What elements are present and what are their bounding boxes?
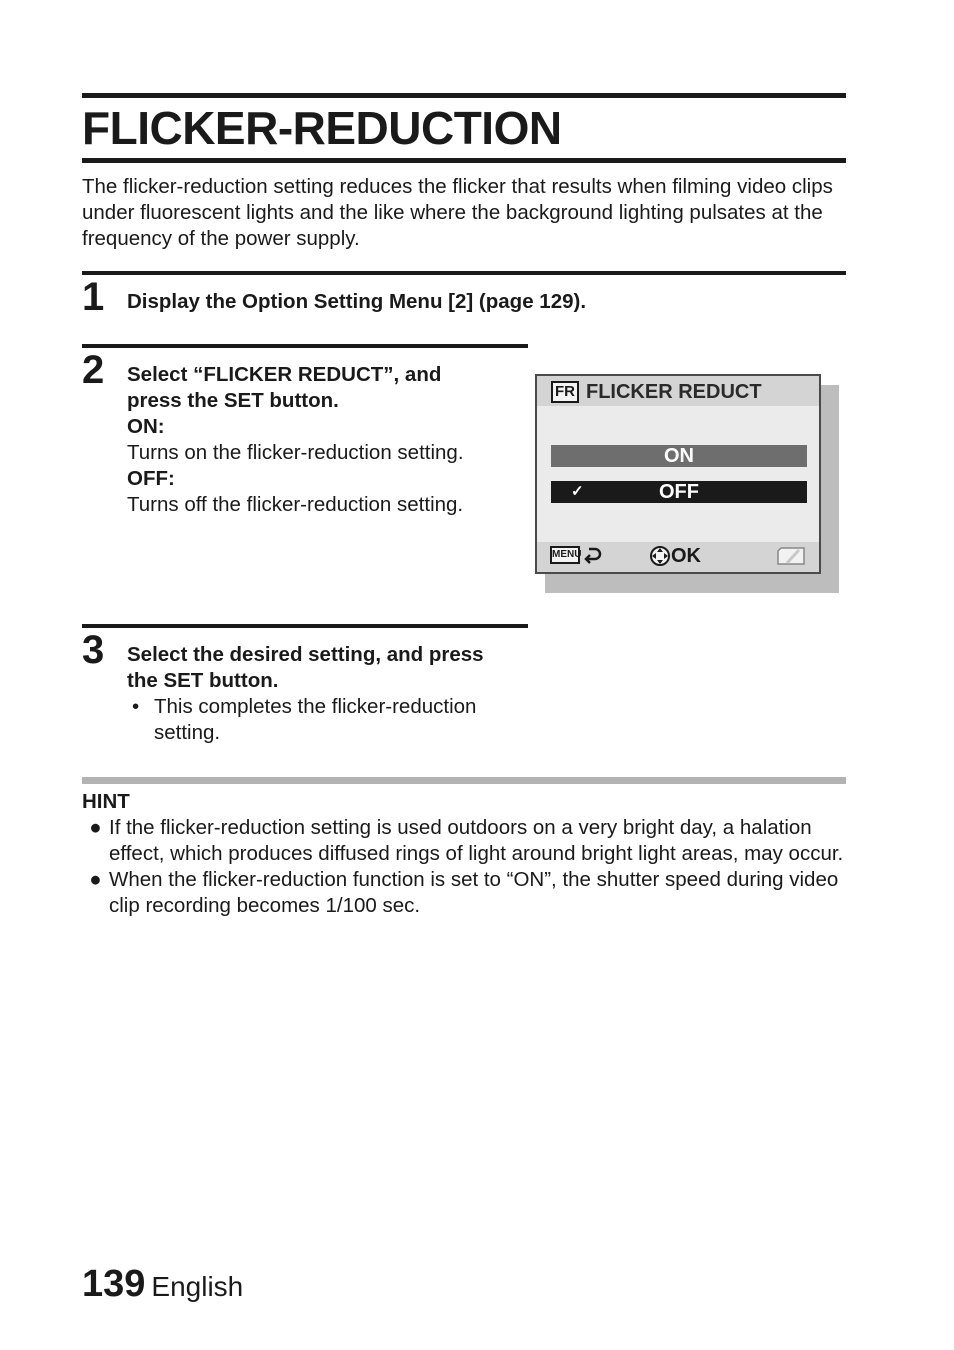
page-title: FLICKER-REDUCTION xyxy=(82,102,562,154)
hint-list xyxy=(82,815,848,919)
hint-item xyxy=(82,867,848,919)
screen-header xyxy=(537,376,819,406)
hint-rule xyxy=(82,777,846,784)
step-3-bullet-line2: setting. xyxy=(154,721,221,744)
ok-label: OK xyxy=(671,545,701,567)
on-label: ON: xyxy=(127,415,165,438)
title-bottom-rule xyxy=(82,158,846,163)
option-off-label: OFF xyxy=(659,481,699,503)
option-on-label: ON xyxy=(664,445,694,467)
step-3-heading-line1: Select the desired setting, and press xyxy=(127,643,484,666)
page-footer xyxy=(82,1262,243,1314)
menu-icon: MENU xyxy=(550,546,580,564)
step-2-number: 2 xyxy=(82,348,105,392)
hint-item xyxy=(82,815,848,867)
memory-card-icon xyxy=(777,547,805,565)
step-3-rule xyxy=(82,624,528,628)
step-2-heading-line2: press the SET button. xyxy=(127,389,339,412)
option-on[interactable] xyxy=(551,445,807,467)
page-number: 139 xyxy=(82,1263,146,1305)
on-description: Turns on the flicker-reduction setting. xyxy=(127,441,464,464)
hint-item-text: When the flicker-reduction function is set to “ON”, the shutter speed during video clip recording becomes 1/100 sec. xyxy=(109,868,839,917)
step-1-rule xyxy=(82,271,846,275)
hint-title: HINT xyxy=(82,790,130,813)
title-top-rule xyxy=(82,93,846,98)
option-off[interactable] xyxy=(551,481,807,503)
step-2-rule xyxy=(82,344,528,348)
step-3-number: 3 xyxy=(82,628,105,672)
off-description: Turns off the flicker-reduction setting. xyxy=(127,493,464,516)
step-1-heading: Display the Option Setting Menu [2] (page 129). xyxy=(127,290,587,313)
bullet-dot: • xyxy=(132,695,140,718)
step-3-bullet-text xyxy=(154,694,476,746)
intro-paragraph: The flicker-reduction setting reduces the flicker that results when filming video clips under fluorescent lights and the like where the background lighting pulsates at the frequency of the power supply. xyxy=(82,175,833,250)
flicker-reduction-icon: FR xyxy=(551,381,579,403)
step-2-text xyxy=(127,362,527,518)
screen-footer xyxy=(537,542,819,572)
camera-screen xyxy=(535,374,821,574)
joystick-icon xyxy=(649,545,671,567)
step-3-text xyxy=(127,642,527,746)
check-icon: ✓ xyxy=(571,483,584,500)
step-1-number: 1 xyxy=(82,275,105,319)
return-arrow-icon xyxy=(583,545,603,567)
hint-bullet: ● xyxy=(89,868,102,891)
step-3-bullet-item xyxy=(127,694,527,746)
language-label: English xyxy=(151,1271,244,1302)
step-1-text xyxy=(127,289,586,315)
hint-item-text: If the flicker-reduction setting is used outdoors on a very bright day, a halation effect, which produces diffused rings of light around bright light areas, may occur. xyxy=(109,816,844,865)
step-3-heading-line2: the SET button. xyxy=(127,669,279,692)
step-3-bullet-line1: This completes the flicker-reduction xyxy=(154,695,477,718)
hint-bullet: ● xyxy=(89,816,102,839)
off-label: OFF: xyxy=(127,467,175,490)
screen-title: FLICKER REDUCT xyxy=(586,381,762,403)
step-2-heading-line1: Select “FLICKER REDUCT”, and xyxy=(127,363,442,386)
